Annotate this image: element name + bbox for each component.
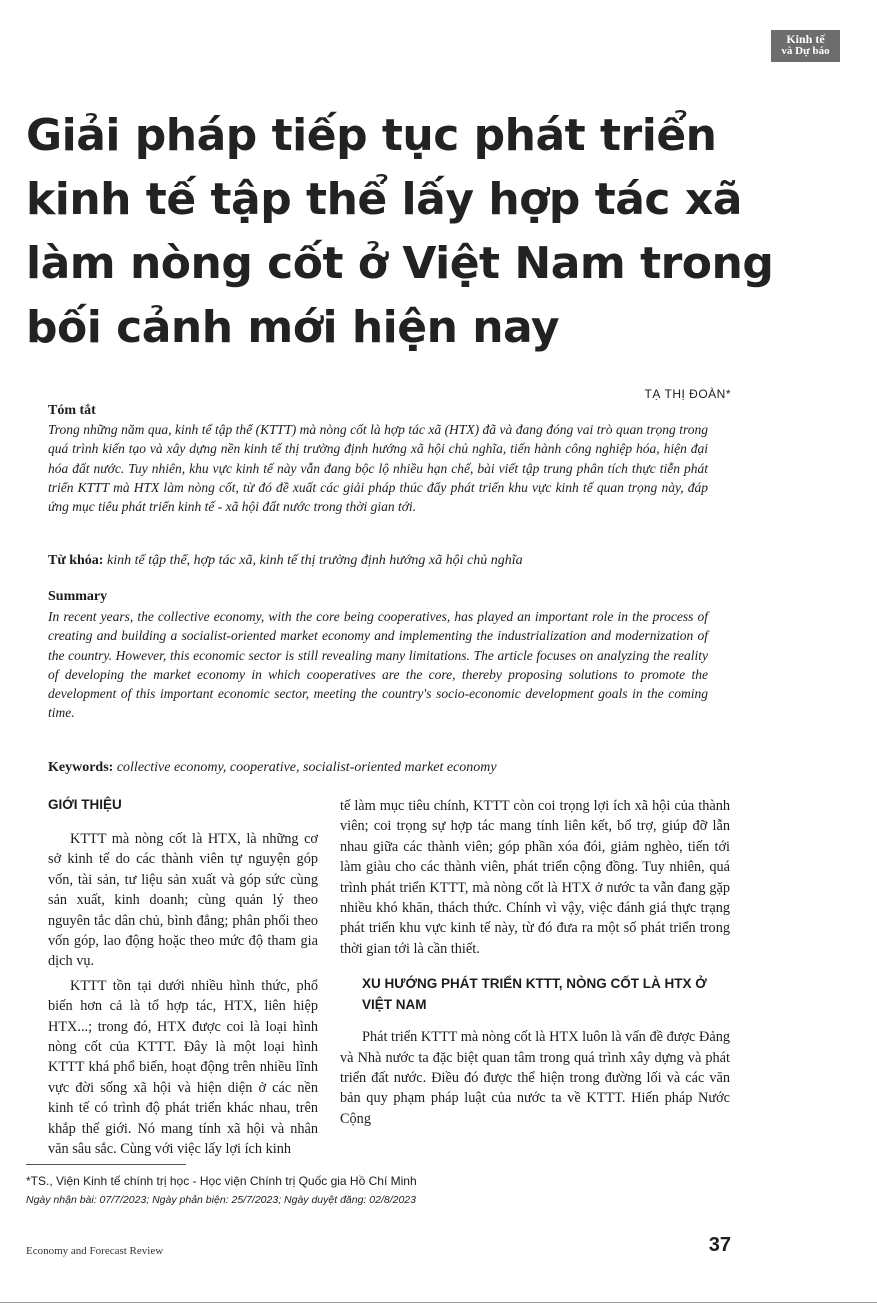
trend-heading: XU HƯỚNG PHÁT TRIỂN KTTT, NÒNG CỐT LÀ HTX Ở VIỆT NAM	[362, 976, 707, 1013]
summary-text: In recent years, the collective economy, with the core being cooperatives, has played an important role in the process of creating and building a socialist-oriented market economy and implementing the industrialization and modernization of the country. However, this economic sector is still revealing many limitations. The article focuses on analyzing the reality of developing the market economy in which cooperatives are the core, thereby proposing solutions to promote the development of this important economic sector, meeting the country's socio-economic development goals in the coming time.	[48, 609, 708, 721]
right-paragraph-2: Phát triển KTTT mà nòng cốt là HTX luôn là vấn đề được Đảng và Nhà nước ta đặc biệt quan tâm trong quá trình xây dựng và phát triển đất nước. Điều đó được thể hiện trong đường lối và các văn bản quy phạm pháp luật của nước ta về KTTT. Hiến pháp Nước Cộng	[340, 1029, 730, 1127]
keywords-en-label: Keywords:	[48, 760, 114, 775]
bottom-divider	[0, 1302, 877, 1303]
keywords-vi-label: Từ khóa:	[48, 553, 104, 568]
submission-dates: Ngày nhận bài: 07/7/2023; Ngày phản biện: 25/7/2023; Ngày duyệt đăng: 02/8/2023	[26, 1194, 416, 1206]
left-paragraph-2: KTTT tồn tại dưới nhiều hình thức, phổ biến hơn cả là tổ hợp tác, HTX, liên hiệp HTX...; trong đó, HTX được coi là loại hình nòng cốt của KTTT. Đây là một loại hình KTTT khá phổ biến, hoạt động trên nhiều lĩnh vực đời sống xã hội và hiện diện ở các nền kinh tế có trình độ phát triển khác nhau, trên khắp thế giới. Nó mang tính xã hội và nhân văn sâu sắc. Cùng với việc lấy lợi ích kinh	[48, 977, 318, 1158]
right-paragraph-1: tế làm mục tiêu chính, KTTT còn coi trọng lợi ích xã hội của thành viên; coi trọng sự hợp tác mang tính liên kết, bổ trợ, giúp đỡ lẫn nhau giữa các thành viên; góp phần xóa đói, giảm nghèo, tiến tới làm giàu cho các thành viên, phát triển cộng đồng. Tuy nhiên, quá trình phát triển KTTT, mà nòng cốt là HTX ở nước ta vẫn đang gặp nhiều khó khăn, thách thức. Chính vì vậy, việc đánh giá thực trạng phát triển khu vực kinh tế này, từ đó đưa ra một số phát triển trong thời gian tới là cần thiết.	[340, 798, 730, 957]
keywords-en-value: collective economy, cooperative, socialist-oriented market economy	[116, 760, 497, 775]
intro-heading: GIỚI THIỆU	[48, 797, 122, 812]
abstract-vi-text: Trong những năm qua, kinh tế tập thể (KTTT) mà nòng cốt là hợp tác xã (HTX) đã và đang đóng vai trò quan trọng trong quá trình kiến tạo và xây dựng nền kinh tế thị trường định hướng xã hội chủ nghĩa, tiến hành công nghiệp hóa, hiện đại hóa đất nước. Tuy nhiên, khu vực kinh tế này vẫn đang bộc lộ nhiều hạn chế, bài viết tập trung phân tích thực tiễn phát triển KTTT mà HTX làm nòng cốt, từ đó đề xuất các giải pháp thúc đẩy phát triển khu vực kinh tế quan trọng này, đáp ứng mục tiêu phát triển kinh tế - xã hội đất nước trong thời gian tới.	[48, 422, 708, 515]
article-title: Giải pháp tiếp tục phát triển kinh tế tập thể lấy hợp tác xã làm nòng cốt ở Việt Nam trong bối cảnh mới hiện nay	[26, 110, 774, 353]
badge-line-2: và Dự báo	[781, 45, 830, 57]
keywords-en	[48, 759, 728, 777]
keywords-vi	[48, 552, 728, 570]
left-paragraph-1: KTTT mà nòng cốt là HTX, là những cơ sở kinh tế do các thành viên tự nguyện góp vốn, tài sản, tư liệu sản xuất và góp sức cùng sản xuất, kinh doanh; cùng quản lý theo nguyên tắc dân chủ, bình đẳng; phân phối theo vốn góp, lao động hoặc theo mức độ tham gia dịch vụ.	[48, 831, 318, 970]
journal-name: Economy and Forecast Review	[26, 1245, 164, 1257]
footnote-divider	[26, 1164, 186, 1165]
journal-badge	[771, 30, 840, 62]
author-name: TẠ THỊ ĐOÀN*	[644, 387, 731, 401]
body-left-column	[48, 794, 318, 1160]
page-number: 37	[708, 1234, 731, 1256]
abstract-vi-heading: Tóm tắt	[48, 403, 96, 418]
summary-heading: Summary	[48, 589, 108, 604]
badge-line-1: Kinh tế	[786, 32, 825, 46]
author-footnote: *TS., Viện Kinh tế chính trị học - Học viện Chính trị Quốc gia Hồ Chí Minh	[26, 1174, 417, 1188]
body-right-column	[340, 796, 730, 1129]
keywords-vi-value: kinh tế tập thể, hợp tác xã, kinh tế thị trường định hướng xã hội chủ nghĩa	[106, 553, 523, 568]
